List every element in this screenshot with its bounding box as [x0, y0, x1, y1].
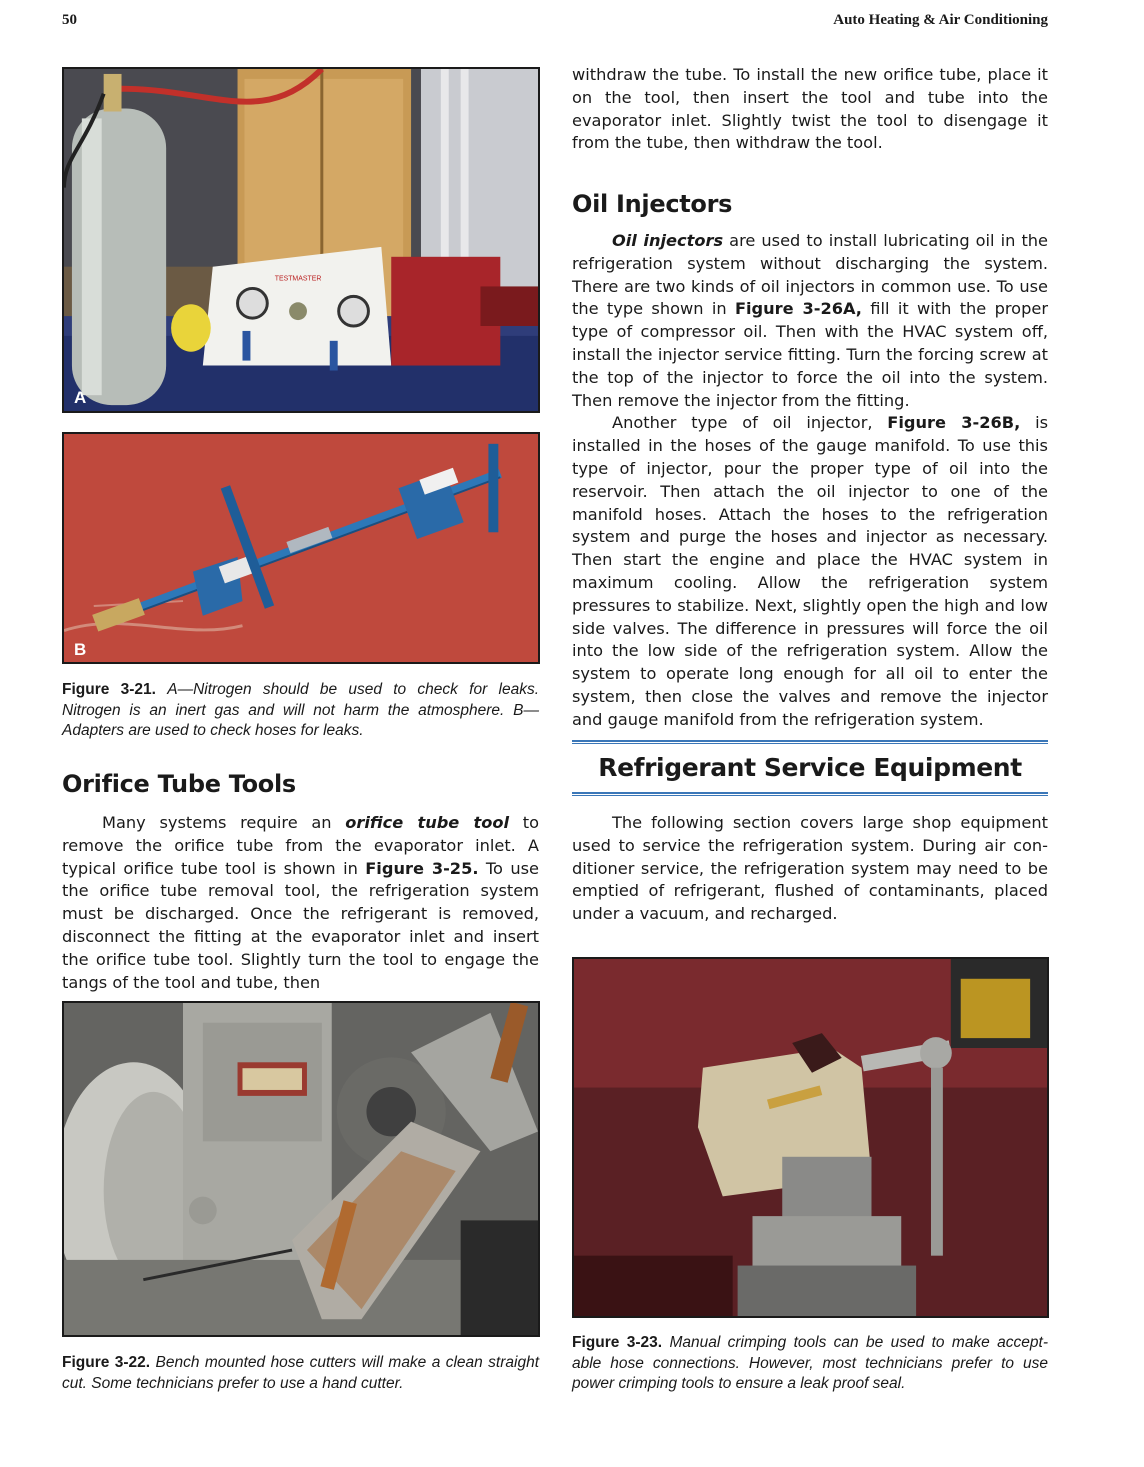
oil-text-2: fill it with the proper type of compressor oil. Then with the HVAC system off, install the injector service fitting. Turn the forcing screw at the top of the injector to force the oil into the system. Then remove the injector from the fitting.	[572, 299, 1048, 410]
figure-3-22-caption	[62, 1353, 539, 1394]
figure-3-21-text: A—Nitrogen should be used to check for leaks. Nitrogen is an inert gas and will not harm the atmosphere. B—Adapters are used to check hoses for leaks.	[62, 681, 540, 739]
orifice-text-1: Many systems require an	[102, 813, 346, 832]
oil-paragraph-1	[572, 230, 1048, 412]
orifice-tube-tool-term: orifice tube tool	[345, 813, 510, 832]
figure-3-23-label: Figure 3-23.	[572, 1334, 663, 1351]
oil-injectors-term: Oil injectors	[612, 231, 724, 250]
oil-text-1: are used to install lubricating oil in the refrigeration system without discharging the system. There are two kinds of oil injectors in common use. To use the type shown in	[572, 231, 1049, 319]
major-heading-box	[572, 740, 1048, 798]
running-title: Auto Heating & Air Conditioning	[833, 12, 1048, 28]
figure-label-b: B	[74, 640, 87, 659]
figure-3-22-photo	[62, 1001, 540, 1337]
orifice-text-3: To use the orifice tube removal tool, the refrigeration system must be discharged. Once the refrigerant is removed, disconnect the fitting at the evaporator inlet and insert the orifice tube tool. Slightly turn the tool to engage the tangs of the tool and tube, then	[62, 858, 539, 992]
orifice-body	[62, 812, 539, 994]
oil-paragraph-2	[572, 412, 1048, 731]
figure-3-23-text: Manual crimping tools can be used to make accept- able hose connections. However, most technicians prefer to use power crimping tools to ensure a leak proof seal.	[572, 1334, 1049, 1392]
heading-rule-bottom	[572, 792, 1048, 796]
figure-3-26b-ref: Figure 3-26B,	[887, 413, 1021, 433]
figure-3-21b-photo	[62, 432, 540, 664]
heading-rule-top	[572, 740, 1048, 744]
orifice-text-2: to remove the orifice tube from the evaporator inlet. A typical orifice tube tool is shown in	[62, 813, 539, 878]
figure-3-25-ref: Figure 3-25.	[365, 858, 479, 878]
oil-text-3: Another type of oil injector,	[612, 413, 888, 433]
oil-injectors-body	[572, 230, 1048, 732]
figure-3-21a-photo	[62, 67, 540, 413]
section-heading-oil-injectors: Oil Injectors	[572, 190, 733, 218]
section-heading-refrigerant-service: Refrigerant Service Equipment	[598, 753, 1022, 782]
section-heading-orifice: Orifice Tube Tools	[62, 770, 296, 798]
figure-3-22-text: Bench mounted hose cutters will make a clean straight cut. Some technicians prefer to use a hand cutter.	[62, 1354, 540, 1392]
figure-3-21-label: Figure 3-21.	[62, 681, 156, 698]
figure-3-23-caption	[572, 1333, 1048, 1395]
figure-3-26a-ref: Figure 3-26A,	[734, 299, 862, 319]
page-header	[62, 12, 1048, 34]
gauge-panel-brand: TESTMASTER	[274, 275, 322, 283]
figure-label-a: A	[74, 388, 87, 407]
figure-3-23-photo	[572, 957, 1049, 1318]
orifice-paragraph	[62, 812, 539, 994]
orifice-continuation	[572, 64, 1048, 155]
orifice-continuation-paragraph: withdraw the tube. To install the new orifice tube, place it on the tool, then insert the tool and tube into the evaporator inlet. Slightly twist the tool to disengage it from the tube, then withdraw the tool.	[572, 65, 1048, 153]
figure-3-21-caption	[62, 680, 539, 742]
figure-3-22-label: Figure 3-22.	[62, 1354, 151, 1371]
refrigerant-paragraph: The following section covers large shop equipment used to service the refrigeration system. During air con- ditioner service, the refrigeration system may need to be emptied of refrigerant, flushed of contaminants, placed under a vacuum, and recharged.	[572, 813, 1048, 924]
page-number: 50	[62, 12, 77, 28]
refrigerant-body	[572, 812, 1048, 926]
oil-text-4: is installed in the hoses of the gauge manifold. To use this type of injector, pour the proper type of oil into the reservoir. Then attach the oil injector to one of the manifold hoses. Attach the hoses to the refrigeration system and purge the hoses and injector as necessary. Then start the engine and place the HVAC system in maximum cooling. Allow the refrigeration system pressures to stabilize. Next, slightly open the high and low side valves. The difference in pressures will force the oil into the low side of the refrigeration system. Allow the system to operate long enough for all oil to enter the system, then close the valves and remove the injector and gauge manifold from the refrigeration system.	[572, 413, 1048, 729]
